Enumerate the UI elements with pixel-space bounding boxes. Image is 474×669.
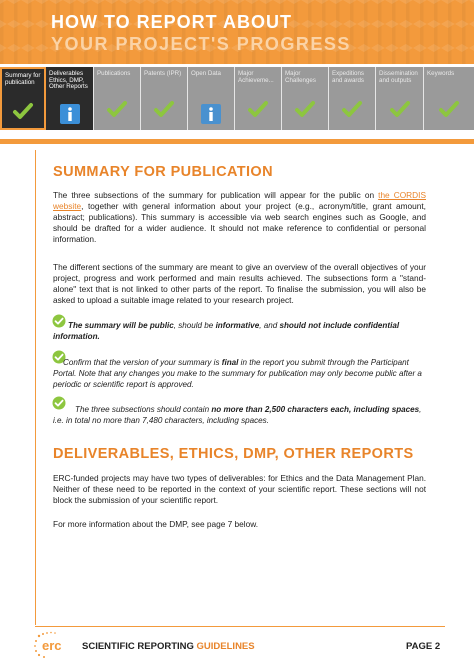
tab-label: Patents (IPR) [144,70,182,77]
tab-keywords[interactable] [424,67,474,130]
header-divider [0,139,474,144]
text: should not include confidential information. [53,321,400,341]
title-line-1: HOW TO REPORT ABOUT [51,12,292,32]
tab-major-challenges[interactable] [282,67,329,130]
tab-open-data[interactable] [188,67,235,130]
check-icon [106,99,128,121]
logo-text: erc [42,638,62,653]
tab-label: Expeditions and awards [332,70,364,84]
check-icon [12,101,34,123]
text: , should be [173,321,216,330]
text: GUIDELINES [196,641,255,652]
text: The three subsections of the summary for publication will appear for the public on [53,190,379,200]
text: informative [215,321,260,330]
text: , together with general information about your project (e.g., acronym/title, grant amount, abstract; publications). This summary is accessible via web search engines such as Google, and should be drafted for a wider audience. It should not make reference to confidential or personal information. [53,201,426,244]
tab-dissemination-outputs[interactable] [376,67,424,130]
text: final [221,358,239,367]
tab-label: Open Data [191,70,221,77]
section-heading-summary: SUMMARY FOR PUBLICATION [53,164,273,180]
erc-logo [33,630,73,660]
tab-label: Deliverables Ethics, DMP, Other Reports [49,70,88,91]
tab-expeditions-awards[interactable] [329,67,376,130]
tab-label: Major Challenges [285,70,316,84]
tab-label: Summary for publication [5,72,41,86]
text: in the report you submit through the Participant Portal. Note that any changes you make to the summary for publication may only become public after a periodic or scientific report is approved. [53,358,422,389]
cordis-website-link[interactable]: the CORDIS website [53,190,426,211]
check-icon [153,99,175,121]
tab-publications[interactable] [94,67,141,130]
page-header [0,0,474,64]
info-icon [200,103,222,125]
info-icon [59,103,81,125]
text: The three subsections should contain [75,405,212,414]
text: , i.e. in total no more than 7,480 characters, including spaces. [53,405,422,425]
check-icon [438,99,460,121]
margin-line [35,150,36,625]
text: no more than 2,500 characters each, including spaces [211,405,420,414]
note-public [53,320,426,342]
title-line-2: YOUR PROJECT'S PROGRESS [51,34,351,54]
summary-paragraph-2: The different sections of the summary are meant to give an overview of the overall objectives of your project, progress and work performed and main results achieved. The subsections form a "stand-alone" text that is not linked to other parts of the report. To finalise the submission, you will also be asked to upload a suitable image related to your research project. [53,262,426,305]
tab-patents[interactable] [141,67,188,130]
text: The summary will be public [68,321,174,330]
tab-label: Major Achieveme... [238,70,274,84]
check-icon [341,99,363,121]
text: , and [259,321,280,330]
tab-deliverables[interactable] [46,67,94,130]
tab-summary-for-publication[interactable] [0,67,46,130]
deliverables-paragraph-1: ERC-funded projects may have two types of deliverables: for Ethics and the Data Management Plan. Neither of these need to be reported in the context of your scientific report. These sections will not block the submission of your scientific report. [53,473,426,505]
summary-paragraph-1 [53,190,426,245]
check-icon [389,99,411,121]
footer-title [82,641,255,652]
tab-label: Keywords [427,70,455,77]
page-number: PAGE 2 [406,641,441,652]
text: SCIENTIFIC REPORTING [82,641,197,652]
tab-bar [0,67,474,130]
note-character-limit [53,404,426,426]
check-icon [247,99,269,121]
tab-major-achievements[interactable] [235,67,282,130]
text: Confirm that the version of your summary is [63,358,222,367]
note-final-version [53,357,426,390]
tab-label: Publications [97,70,131,77]
footer-divider [35,626,445,627]
section-heading-deliverables: DELIVERABLES, ETHICS, DMP, OTHER REPORTS [53,446,414,462]
deliverables-paragraph-2: For more information about the DMP, see page 7 below. [53,519,259,529]
tab-label: Dissemination and outputs [379,70,418,84]
check-icon [294,99,316,121]
